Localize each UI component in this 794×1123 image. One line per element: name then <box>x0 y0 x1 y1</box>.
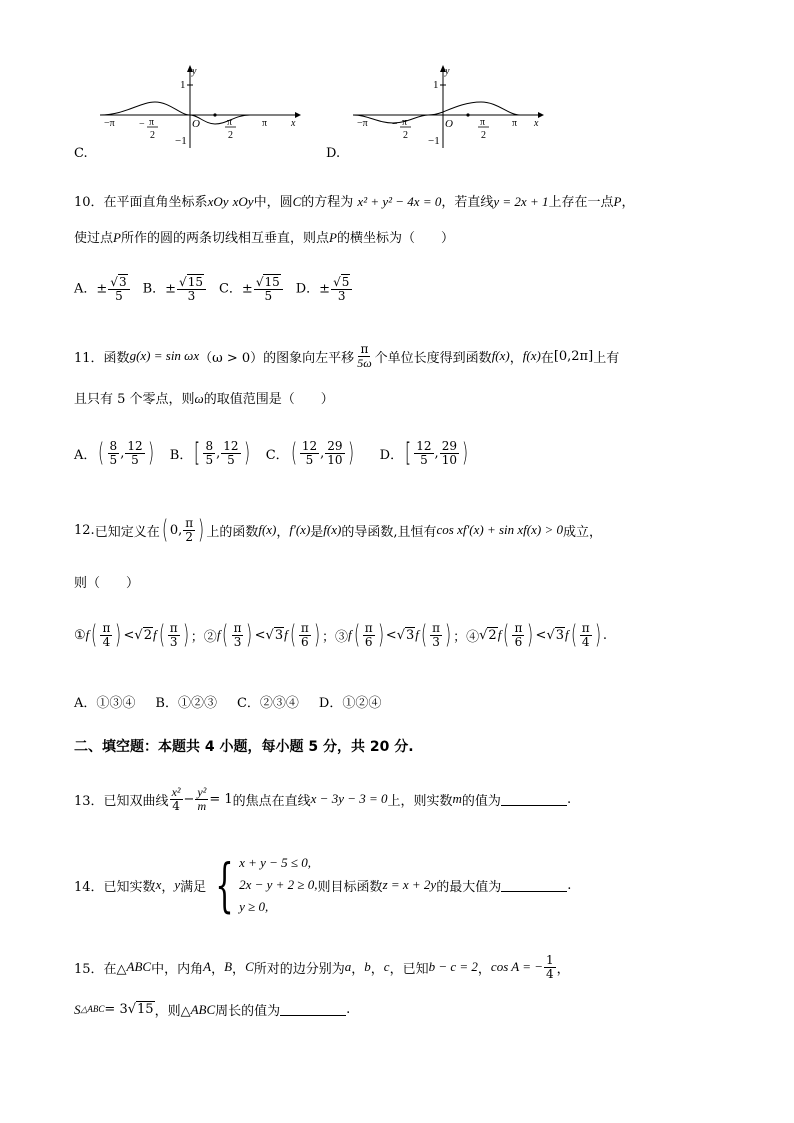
q10-option-d[interactable]: D．± $\frac{√5}{3}$ <box>296 276 354 302</box>
q11-option-b[interactable]: B． [ $\frac{8}{5}$ , $\frac{12}{5}$ ) <box>169 438 250 468</box>
q12-statement-1: ① f ( $\frac{\pi}{4}$ ) < √ 2 f ( $\frac{\pi}{3}$ ) <box>74 620 189 650</box>
graph-d-neg-half-num: π <box>402 117 408 128</box>
graph-c-origin: O <box>192 118 200 130</box>
graph-c-y-bottom: −1 <box>175 135 187 147</box>
q12-options <box>74 692 381 711</box>
q11-line1: 11． 函数 g(x) = sin ωx （ω > 0） 的图象向左平移 $\frac{\pi}{5\omega}$ 个单位长度得到函数 f(x) ， f(x) 在 [0,2π] 上有 <box>74 342 620 370</box>
graph-d-origin: O <box>445 118 453 130</box>
q15-number: 15． <box>74 961 104 977</box>
q11-option-c[interactable]: C． ( $\frac{12}{5}$ , $\frac{29}{10}$ ) <box>265 438 354 468</box>
q12-option-b[interactable]: B．①②③ <box>155 696 217 711</box>
q10-option-c[interactable]: C．± $\frac{√15}{5}$ <box>219 276 284 302</box>
q12-statement-2: ；② f ( $\frac{\pi}{3}$ ) < √ 3 f ( $\frac{\pi}{6}$ ) <box>190 620 320 650</box>
q10-line2: 使过点P所作的圆的两条切线相互垂直，则点P的横坐标为（ ） <box>74 230 454 246</box>
graph-c-half-den: 2 <box>228 130 233 141</box>
q14-answer-blank[interactable] <box>501 879 567 892</box>
q12-statement-4: ；④ √ 2 f ( $\frac{\pi}{6}$ ) < √ 3 f ( $\frac{\pi}{4}$ ) . <box>453 620 607 650</box>
q13-answer-blank[interactable] <box>501 793 567 806</box>
option-c-label: C. <box>74 146 88 161</box>
graph-d-x-label: x <box>534 118 539 129</box>
q10-option-a[interactable]: A．± $\frac{√3}{5}$ <box>74 276 131 302</box>
q11-options <box>74 438 470 468</box>
q12-statements <box>74 620 607 650</box>
graph-c-neg-pi: −π <box>104 118 115 129</box>
graph-c-neg-half-minus: − <box>139 119 145 130</box>
graph-d <box>348 60 558 155</box>
q10-line1: 10．在平面直角坐标系xOy xOy中，圆C的方程为 x² + y² − 4x = 0，若直线y = 2x + 1上存在一点P， <box>74 194 635 210</box>
graph-c-neg-half-den: 2 <box>150 130 155 141</box>
q15-answer-blank[interactable] <box>280 1003 346 1016</box>
q14-constraint-system: { x + y − 5 ≤ 0, 2x − y + 2 ≥ 0, y ≥ 0, <box>215 851 318 919</box>
q12-statement-3: ；③ f ( $\frac{\pi}{6}$ ) < √ 3 f ( $\frac{\pi}{3}$ ) <box>321 620 452 650</box>
q14-line: 14． 已知实数 x ， y 满足 { x + y − 5 ≤ 0, 2x − y + 2 ≥ 0, y ≥ 0, 则目标函数 z = x + 2y 的最大值为 . <box>74 851 572 919</box>
q12-option-a[interactable]: A．①③④ <box>74 696 136 711</box>
section-2-heading: 二、填空题：本题共 4 小题，每小题 5 分，共 20 分. <box>74 739 414 755</box>
graph-d-half-num: π <box>480 117 486 128</box>
graph-c-y-label: y <box>192 66 197 77</box>
q10-options <box>74 276 353 302</box>
graph-c <box>95 60 305 155</box>
q12-option-c[interactable]: C．②③④ <box>236 696 299 711</box>
option-d-label: D. <box>326 146 341 161</box>
q15-line2: S △ABC = 3 √ 15 ，则△ ABC 周长的值为 . <box>74 1001 351 1019</box>
q11-option-a[interactable]: A． ( $\frac{8}{5}$ , $\frac{12}{5}$ ) <box>74 438 154 468</box>
graph-d-y-top: 1 <box>433 79 439 91</box>
graph-c-half-num: π <box>227 117 233 128</box>
q12-option-d[interactable]: D．①②④ <box>318 696 382 711</box>
q12-line1: 12. 已知定义在 ( 0, $\frac{\pi}{2}$ ) 上的函数 f(x) ， f′(x) 是 f(x) 的导函数,且恒有 cos xf′(x) + sin xf(x) > 0 成立， <box>74 515 603 545</box>
q11-line2: 且只有 5 个零点，则ω的取值范围是（ ） <box>74 391 334 407</box>
graph-c-pi: π <box>262 118 268 129</box>
graph-c-x-label: x <box>291 118 296 129</box>
q12-line2: 则（ ） <box>74 576 140 591</box>
q11-option-d[interactable]: D． [ $\frac{12}{5}$ , $\frac{29}{10}$ ) <box>379 438 469 468</box>
graph-d-half-den: 2 <box>481 130 486 141</box>
graph-d-y-label: y <box>445 66 450 77</box>
graph-c-neg-half-num: π <box>149 117 155 128</box>
graph-d-neg-half-den: 2 <box>403 130 408 141</box>
q15-line1: 15． 在△ ABC 中，内角 A ， B ， C 所对的边分别为 a ， b ， c ，已知 b − c = 2 ， cos A = − $\frac{1}{4}$ ， <box>74 953 570 981</box>
q12-number: 12. <box>74 522 95 538</box>
q10-option-b[interactable]: B．± $\frac{√15}{3}$ <box>143 276 207 302</box>
q10-number: 10． <box>74 195 104 210</box>
graph-c-y-top: 1 <box>180 79 186 91</box>
q13-number: 13． <box>74 793 104 809</box>
q13-line: 13． 已知双曲线 $\frac{\text{x²}}{4}$ − $\frac{\text{y²}}{m}$ = 1 的焦点在直线 x − 3y − 3 = 0 上，则实数 m 的值为 . <box>74 785 572 813</box>
graph-d-pi: π <box>512 118 518 129</box>
graph-d-neg-half-minus: − <box>392 119 398 130</box>
q11-number: 11． <box>74 350 104 366</box>
q14-number: 14． <box>74 879 104 895</box>
graph-d-y-bottom: −1 <box>428 135 440 147</box>
graph-d-neg-pi: −π <box>357 118 368 129</box>
